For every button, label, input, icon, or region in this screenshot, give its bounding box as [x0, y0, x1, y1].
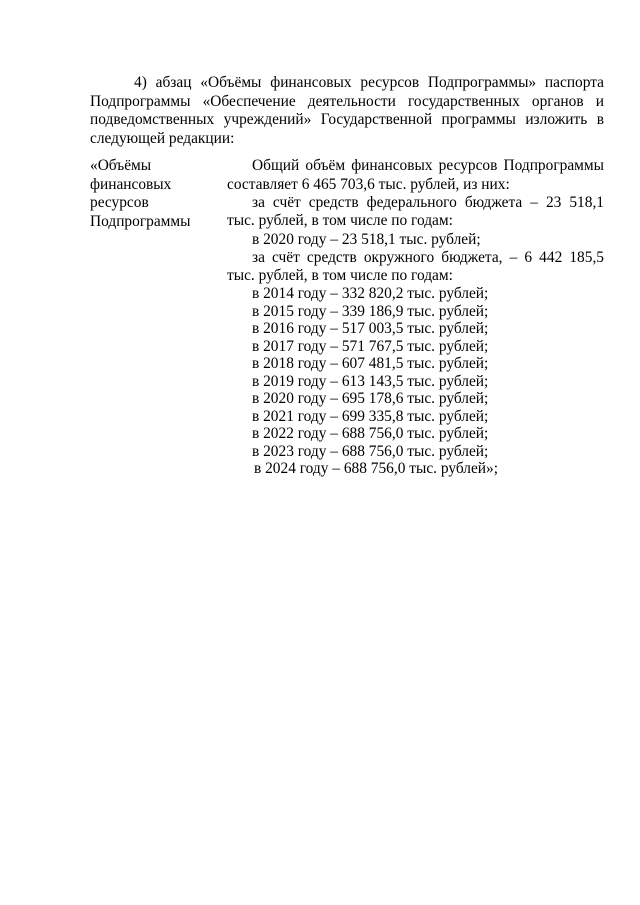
- label-line: «Объёмы: [90, 157, 152, 175]
- federal-line: за счёт средств федерального бюджета – 23 518,1: [252, 193, 604, 211]
- label-line: финансовых: [90, 175, 172, 193]
- list-item: в 2022 году – 688 756,0 тыс. рублей;: [252, 425, 489, 443]
- list-item: в 2020 году – 695 178,6 тыс. рублей;: [252, 390, 489, 408]
- district-line: тыс. рублей, в том числе по годам:: [227, 267, 453, 285]
- district-line: за счёт средств окружного бюджета, – 6 442 185,5: [252, 248, 604, 266]
- year-list: [227, 285, 604, 478]
- list-item: в 2015 году – 339 186,9 тыс. рублей;: [252, 302, 489, 320]
- document-page: [90, 74, 604, 477]
- list-item: в 2014 году – 332 820,2 тыс. рублей;: [252, 285, 489, 303]
- federal-line: тыс. рублей, в том числе по годам:: [227, 212, 453, 230]
- intro-line: следующей редакции:: [90, 129, 235, 147]
- intro-line: подведомственных учреждений» Государственной программы изложить в: [90, 111, 604, 129]
- total-line: составляет 6 465 703,6 тыс. рублей, из них:: [227, 175, 510, 193]
- list-item: в 2017 году – 571 767,5 тыс. рублей;: [252, 337, 489, 355]
- intro-paragraph: [90, 74, 604, 148]
- list-item: в 2024 году – 688 756,0 тыс. рублей»;: [254, 460, 498, 478]
- passport-table: [90, 157, 604, 477]
- list-item: в 2018 году – 607 481,5 тыс. рублей;: [252, 355, 489, 373]
- intro-line: Подпрограммы «Обеспечение деятельности государственных органов и: [90, 92, 604, 110]
- list-item: в 2019 году – 613 143,5 тыс. рублей;: [252, 372, 489, 390]
- list-item: в 2016 году – 517 003,5 тыс. рублей;: [252, 320, 489, 338]
- label-line: ресурсов: [90, 194, 149, 212]
- table-label-cell: [90, 157, 210, 231]
- federal-year-line: в 2020 году – 23 518,1 тыс. рублей;: [252, 230, 481, 248]
- total-line: Общий объём финансовых ресурсов Подпрограммы: [252, 157, 604, 175]
- intro-line: 4) абзац «Объёмы финансовых ресурсов Подпрограммы» паспорта: [134, 74, 604, 91]
- list-item: в 2021 году – 699 335,8 тыс. рублей;: [252, 407, 489, 425]
- label-line: Подпрограммы: [90, 212, 191, 230]
- list-item: в 2023 году – 688 756,0 тыс. рублей;: [252, 442, 489, 460]
- table-value-cell: [227, 157, 604, 478]
